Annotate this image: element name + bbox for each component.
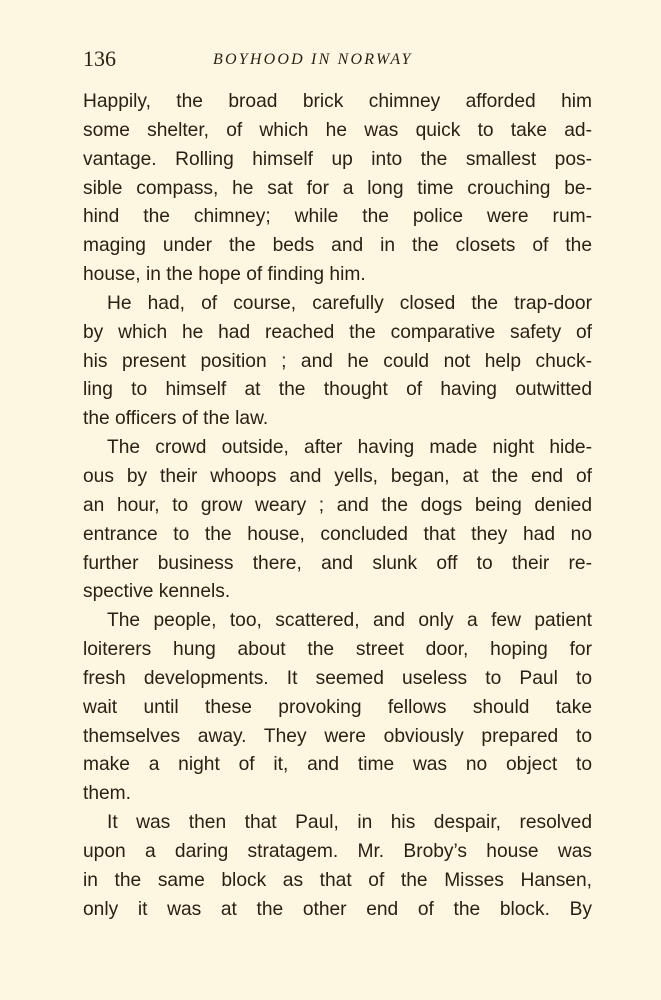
text-line: sible compass, he sat for a long time crouching be- [83, 177, 592, 199]
page-header [83, 44, 591, 74]
text-line: an hour, to grow weary ; and the dogs being denied [83, 494, 592, 516]
text-line: only it was at the other end of the block. By [83, 898, 592, 920]
text-line: vantage. Rolling himself up into the smallest pos- [83, 148, 592, 170]
text-line: the officers of the law. [83, 408, 269, 430]
text-line: make a night of it, and time was no object to [83, 754, 592, 776]
text-line: The people, too, scattered, and only a few patient [107, 610, 592, 632]
text-line: ous by their whoops and yells, began, at the end of [83, 465, 592, 487]
paragraph [83, 290, 592, 434]
text-line: entrance to the house, concluded that they had no [83, 523, 592, 545]
text-line: further business there, and slunk off to their re- [83, 552, 592, 574]
text-line: Happily, the broad brick chimney afforded him [83, 91, 592, 112]
paragraph [83, 434, 592, 607]
page-number: 136 [83, 46, 116, 71]
text-line: The crowd outside, after having made night hide- [107, 437, 592, 459]
text-line: spective kennels. [83, 581, 231, 603]
paragraph [83, 88, 592, 290]
text-line: some shelter, of which he was quick to take ad- [83, 119, 592, 141]
paragraph [83, 607, 592, 809]
text-line: in the same block as that of the Misses Hansen, [83, 869, 592, 891]
text-line: wait until these provoking fellows should take [83, 696, 592, 718]
text-line: upon a daring stratagem. Mr. Broby’s house was [83, 840, 592, 862]
text-line: themselves away. They were obviously prepared to [83, 725, 592, 747]
body-text [83, 88, 592, 924]
text-line: maging under the beds and in the closets of the [83, 235, 592, 257]
text-line: by which he had reached the comparative safety of [83, 321, 592, 343]
text-line: them. [83, 783, 131, 805]
text-line: his present position ; and he could not help chuck- [83, 350, 592, 372]
text-line: loiterers hung about the street door, hoping for [83, 639, 592, 661]
running-title: BOYHOOD IN NORWAY [213, 51, 413, 68]
text-line: house, in the hope of finding him. [83, 264, 366, 286]
text-line: ling to himself at the thought of having outwitted [83, 379, 592, 401]
text-line: He had, of course, carefully closed the trap-door [107, 292, 592, 314]
text-line: hind the chimney; while the police were rum- [83, 206, 592, 228]
paragraph [83, 809, 592, 924]
text-line: It was then that Paul, in his despair, resolved [107, 812, 592, 834]
text-line: fresh developments. It seemed useless to Paul to [83, 667, 592, 689]
